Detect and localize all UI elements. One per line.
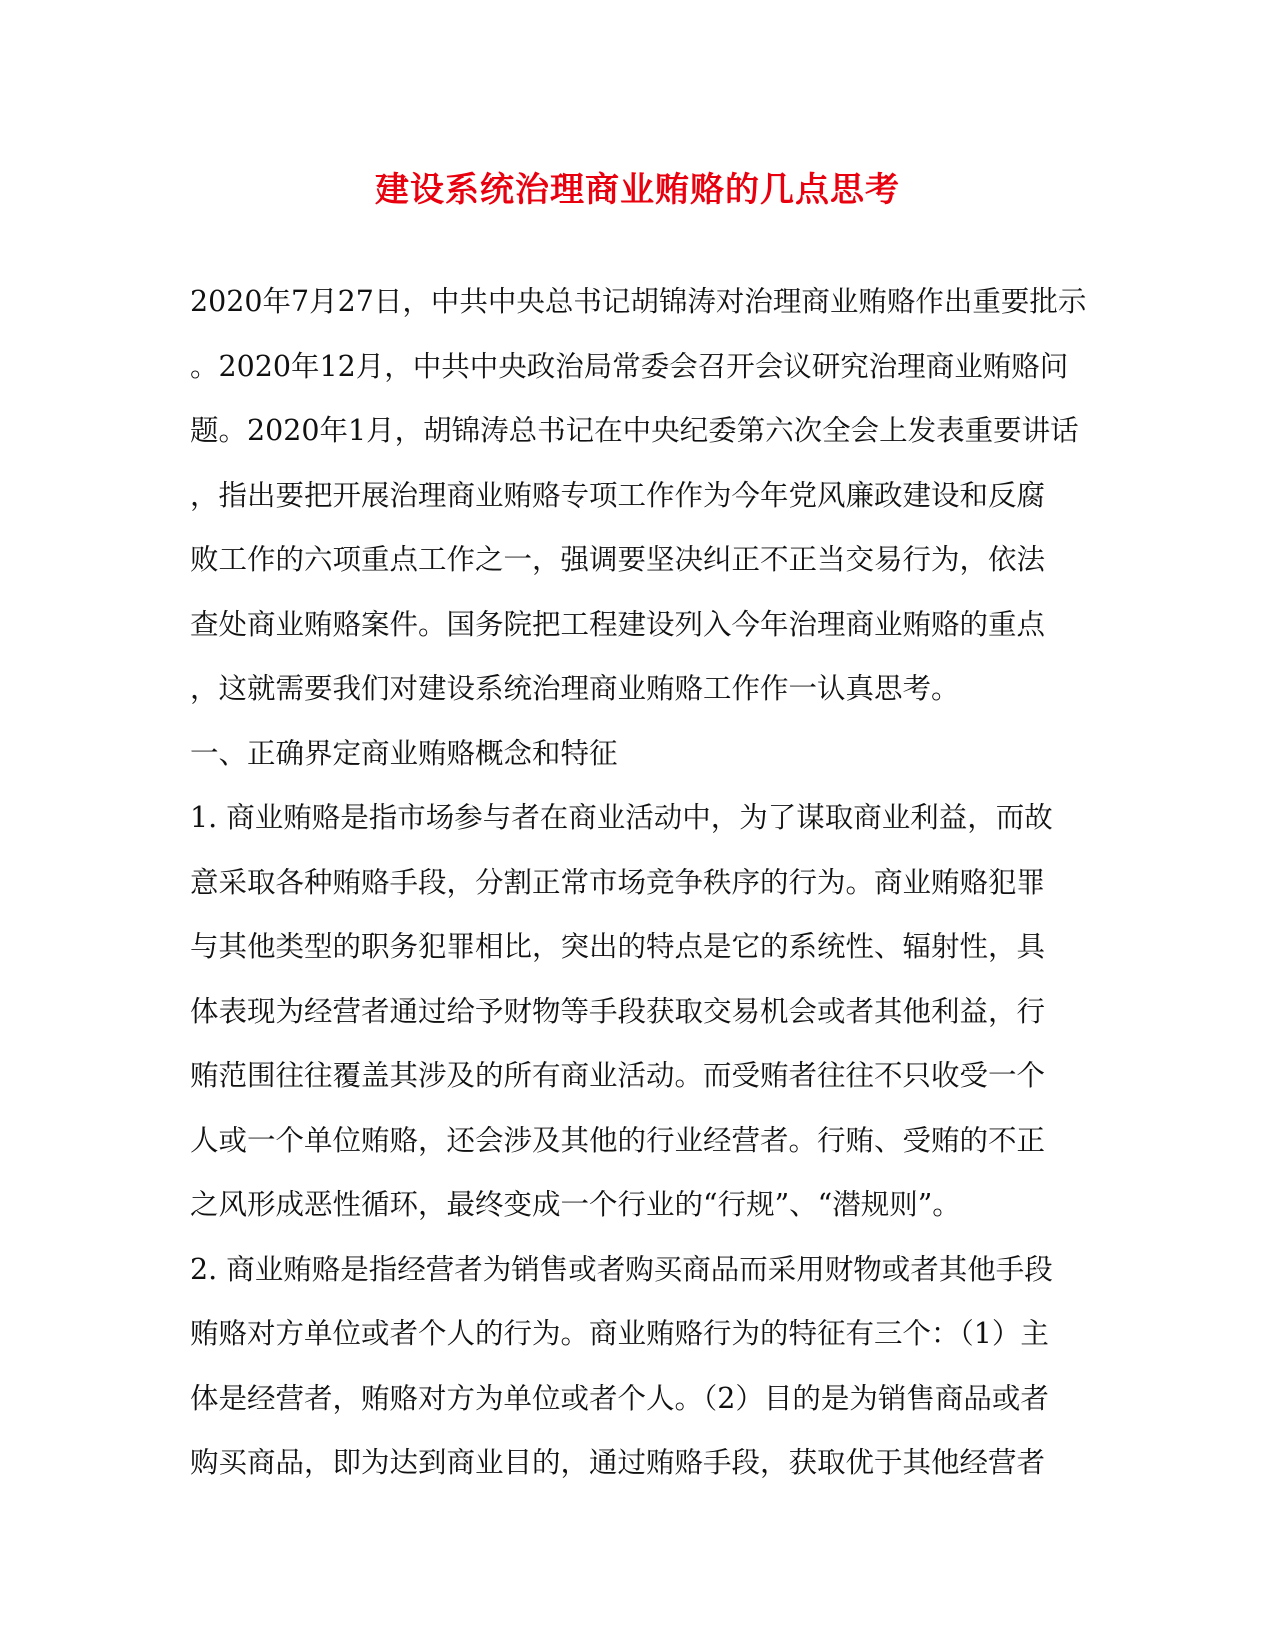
body-line: ，指出要把开展治理商业贿赂专项工作作为今年党风廉政建设和反腐 — [190, 478, 1046, 512]
body-line: 查处商业贿赂案件。国务院把工程建设列入今年治理商业贿赂的重点 — [190, 607, 1046, 641]
body-line: ，这就需要我们对建设系统治理商业贿赂工作作一认真思考。 — [190, 672, 960, 705]
document-body — [190, 284, 1090, 1510]
section-heading: 一、正确界定商业贿赂概念和特征 — [190, 736, 618, 770]
document-title: 建设系统治理商业贿赂的几点思考 — [375, 170, 900, 210]
body-line: 购买商品，即为达到商业目的，通过贿赂手段，获取优于其他经营者 — [190, 1446, 1046, 1479]
body-line: 人或一个单位贿赂，还会涉及其他的行业经营者。行贿、受贿的不正 — [190, 1123, 1046, 1157]
body-line: 2. 商业贿赂是指经营者为销售或者购买商品而采用财物或者其他手段 — [190, 1252, 1053, 1286]
body-line: 题。2020年1月，胡锦涛总书记在中央纪委第六次全会上发表重要讲话 — [190, 414, 1079, 447]
body-line: 体是经营者，贿赂对方为单位或者个人。（2）目的是为销售商品或者 — [190, 1381, 1049, 1415]
body-line: 体表现为经营者通过给予财物等手段获取交易机会或者其他利益，行 — [190, 994, 1046, 1028]
body-line: 1. 商业贿赂是指市场参与者在商业活动中，为了谋取商业利益，而故 — [190, 801, 1053, 834]
body-line: 2020年7月27日，中共中央总书记胡锦涛对治理商业贿赂作出重要批示 — [190, 285, 1087, 318]
body-line: 贿赂对方单位或者个人的行为。商业贿赂行为的特征有三个：（1）主 — [190, 1317, 1049, 1350]
body-line: 之风形成恶性循环，最终变成一个行业的“行规”、“潜规则”。 — [190, 1188, 961, 1221]
body-line: 与其他类型的职务犯罪相比，突出的特点是它的系统性、辐射性，具 — [190, 930, 1046, 963]
body-line: 贿范围往往覆盖其涉及的所有商业活动。而受贿者往往不只收受一个 — [190, 1059, 1046, 1092]
body-line: 败工作的六项重点工作之一，强调要坚决纠正不正当交易行为，依法 — [190, 543, 1046, 576]
body-line: 意采取各种贿赂手段，分割正常市场竞争秩序的行为。商业贿赂犯罪 — [190, 865, 1046, 899]
body-line: 。2020年12月，中共中央政治局常委会召开会议研究治理商业贿赂问 — [190, 349, 1069, 383]
